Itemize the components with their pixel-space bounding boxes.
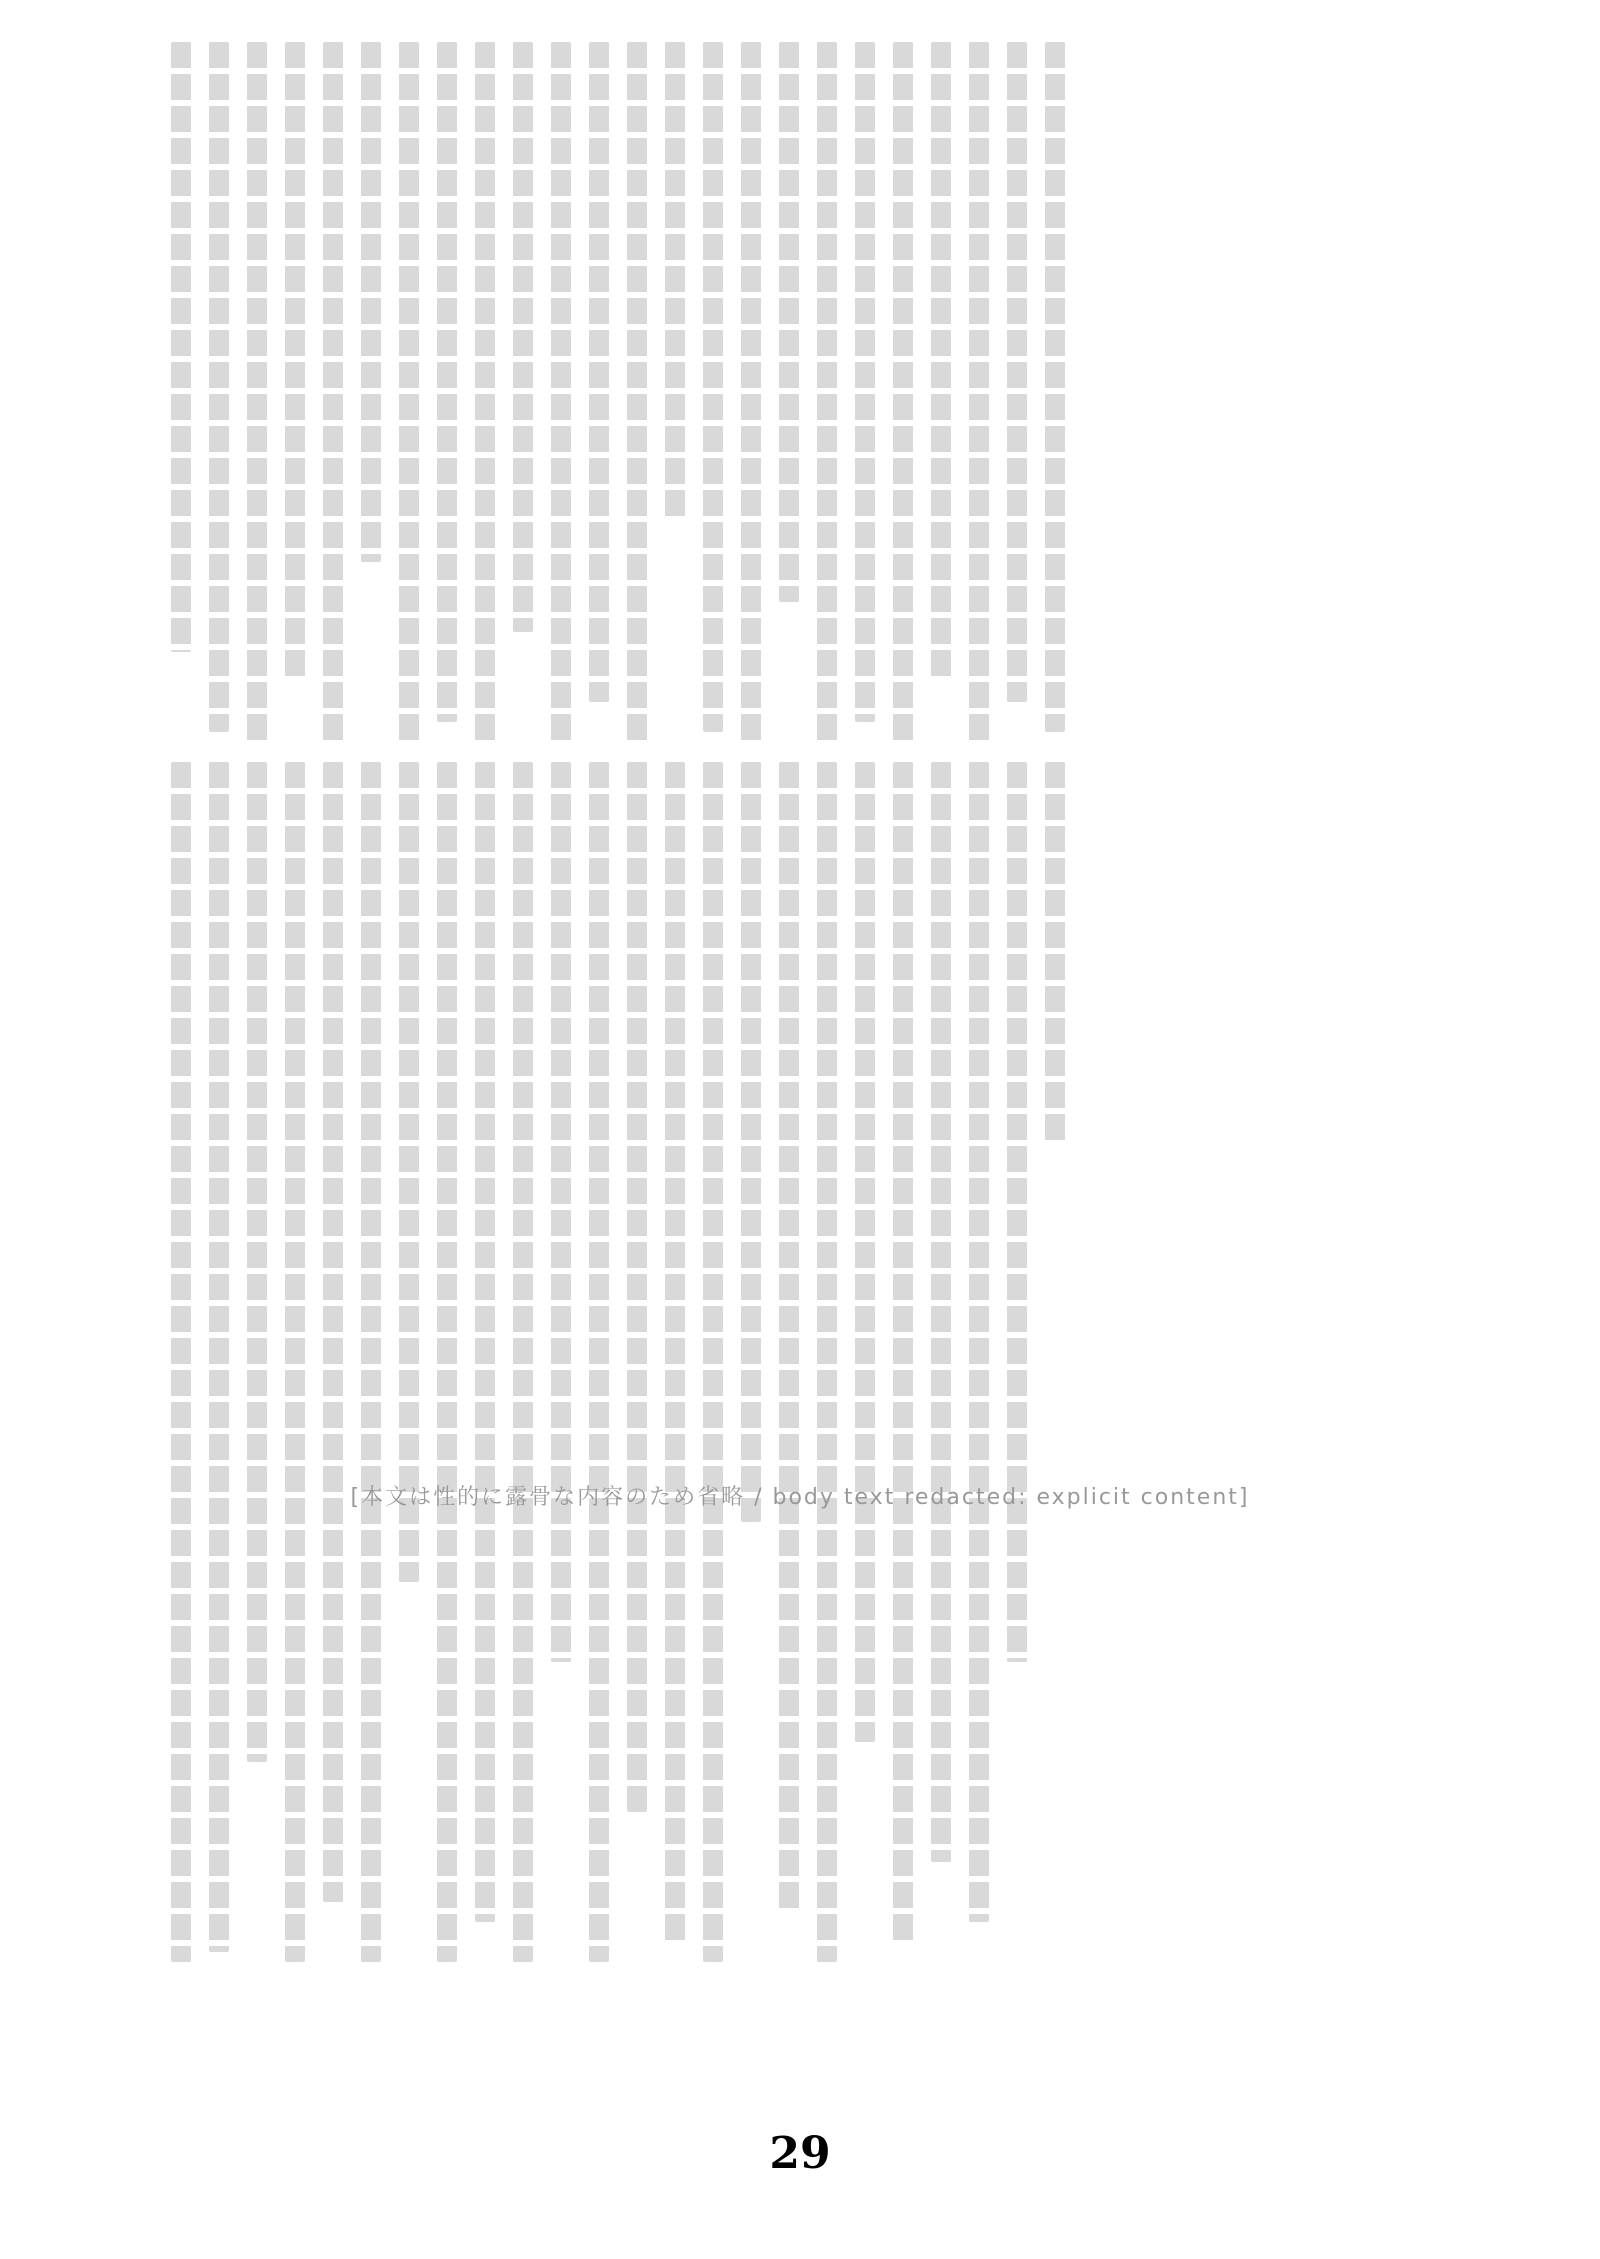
redacted-text-column bbox=[323, 762, 343, 1902]
redacted-text-column bbox=[741, 762, 761, 1522]
redacted-text-column bbox=[779, 762, 799, 1912]
redacted-text-column bbox=[855, 42, 875, 722]
page-number: 29 bbox=[769, 2128, 831, 2179]
redacted-text-column bbox=[779, 42, 799, 602]
redacted-text-column bbox=[741, 42, 761, 742]
redacted-text-column bbox=[1007, 42, 1027, 702]
redacted-text-column bbox=[361, 762, 381, 1962]
redacted-text-column bbox=[589, 762, 609, 1962]
redacted-text-column bbox=[969, 762, 989, 1922]
redacted-text-column bbox=[893, 762, 913, 1942]
redacted-text-column bbox=[209, 762, 229, 1952]
lower-text-block bbox=[85, 762, 1065, 1962]
redacted-text-column bbox=[627, 762, 647, 1812]
redacted-text-column bbox=[703, 42, 723, 732]
redacted-text-column bbox=[1007, 762, 1027, 1662]
redacted-text-column bbox=[665, 42, 685, 522]
redacted-text-column bbox=[247, 42, 267, 742]
redacted-text-column bbox=[171, 762, 191, 1962]
redacted-text-column bbox=[285, 762, 305, 1962]
redacted-text-column bbox=[703, 762, 723, 1962]
redacted-text-column bbox=[1045, 762, 1065, 1142]
redacted-text-column bbox=[399, 762, 419, 1582]
redacted-text-column bbox=[589, 42, 609, 702]
redacted-text-column bbox=[285, 42, 305, 682]
redacted-text-column bbox=[931, 42, 951, 682]
redacted-text-column bbox=[817, 762, 837, 1962]
redacted-text-column bbox=[323, 42, 343, 742]
redacted-text-column bbox=[855, 762, 875, 1742]
redacted-text-column bbox=[665, 762, 685, 1942]
redacted-text-column bbox=[437, 42, 457, 722]
redacted-text-column bbox=[209, 42, 229, 732]
redacted-text-column bbox=[171, 42, 191, 652]
redacted-text-column bbox=[475, 762, 495, 1922]
redacted-text-column bbox=[437, 762, 457, 1962]
redacted-text-column bbox=[247, 762, 267, 1762]
redacted-text-column bbox=[969, 42, 989, 742]
upper-text-block bbox=[85, 42, 1065, 742]
redacted-text-column bbox=[475, 42, 495, 742]
redacted-text-column bbox=[931, 762, 951, 1862]
redacted-text-column bbox=[1045, 42, 1065, 732]
redacted-text-column bbox=[513, 42, 533, 632]
redacted-text-column bbox=[361, 42, 381, 562]
redaction-notice: [本文は性的に露骨な内容のため省略 / body text redacted: explicit content] bbox=[350, 1485, 1250, 1510]
redacted-text-column bbox=[399, 42, 419, 742]
redacted-text-column bbox=[513, 762, 533, 1962]
redacted-text-column bbox=[551, 42, 571, 742]
redacted-text-column bbox=[817, 42, 837, 742]
redacted-text-column bbox=[893, 42, 913, 742]
redacted-text-column bbox=[627, 42, 647, 742]
redacted-text-column bbox=[551, 762, 571, 1662]
